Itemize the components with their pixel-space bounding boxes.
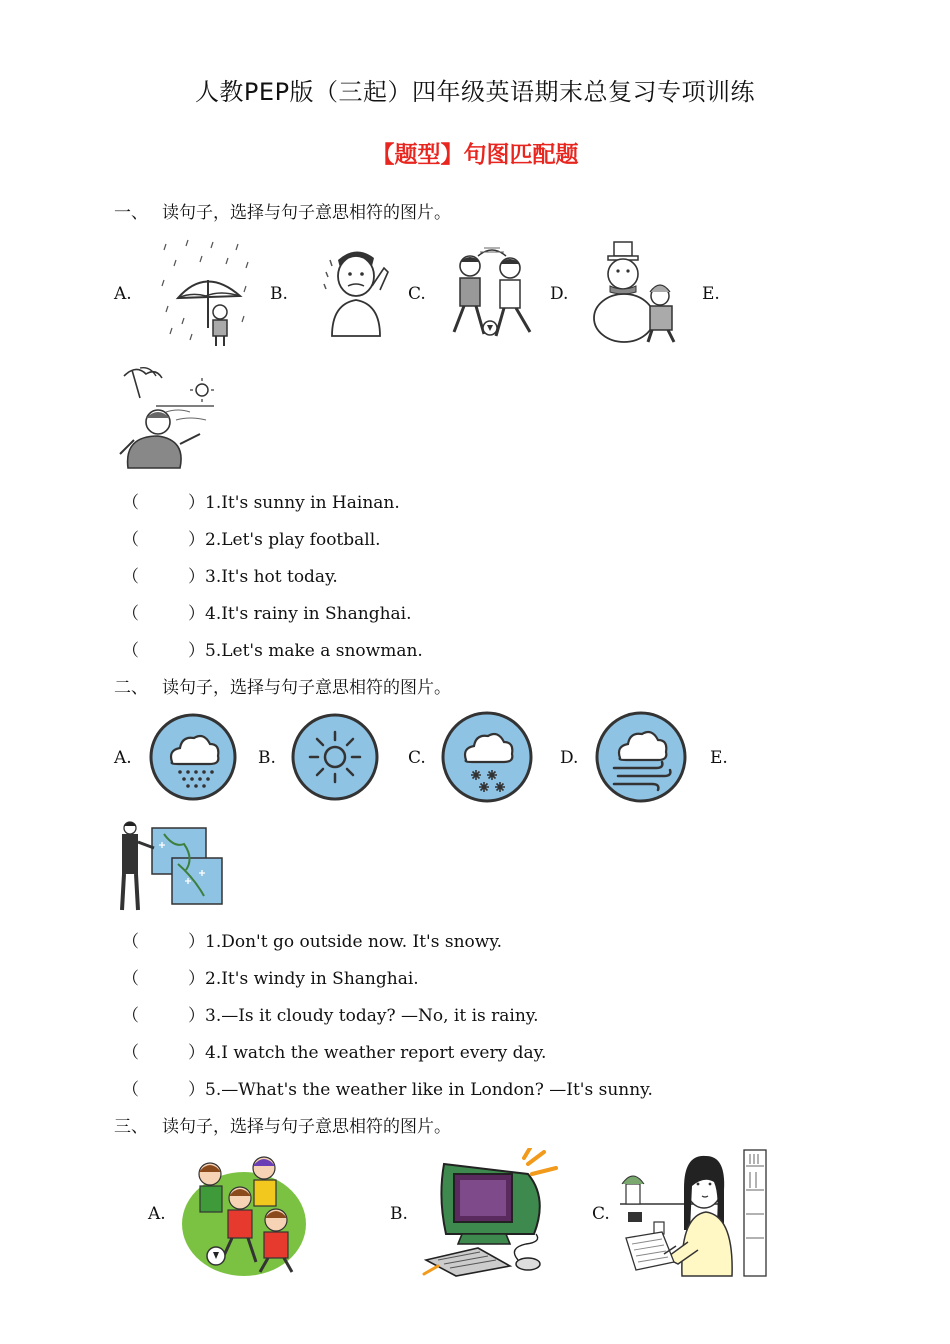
option-label: C.: [408, 748, 426, 768]
section-2-instruction: 二、 读句子，选择与句子意思相符的图片。: [114, 678, 451, 698]
option-label: D.: [560, 748, 579, 768]
kids-football-illustration: [180, 1152, 308, 1278]
option-label: B.: [270, 284, 288, 304]
option-label: B.: [390, 1204, 408, 1224]
answer-blank[interactable]: （: [122, 567, 139, 587]
windy-icon: [594, 710, 688, 804]
sunny-icon: [290, 712, 380, 802]
option-label: A.: [114, 748, 132, 768]
question-1-2: （ ）2.Let's play football.: [122, 525, 381, 550]
answer-blank[interactable]: （: [122, 641, 139, 661]
rainy-icon: [148, 712, 238, 802]
question-type-heading: 【题型】句图匹配题: [371, 142, 579, 168]
hot-boy-illustration: [318, 242, 392, 338]
option-label: D.: [550, 284, 569, 304]
option-label: C.: [408, 284, 426, 304]
answer-blank[interactable]: （: [122, 1043, 139, 1063]
answer-blank[interactable]: （: [122, 1006, 139, 1026]
section-1-instruction: 一、 读句子，选择与句子意思相符的图片。: [114, 203, 451, 223]
girl-studying-illustration: [618, 1146, 768, 1278]
option-label: B.: [258, 748, 276, 768]
option-label: A.: [148, 1204, 166, 1224]
answer-blank[interactable]: （: [122, 1080, 139, 1100]
question-2-4: （ ）4.I watch the weather report every day.: [122, 1038, 546, 1063]
snowman-illustration: [588, 238, 688, 344]
answer-blank[interactable]: （: [122, 969, 139, 989]
answer-blank[interactable]: （: [122, 604, 139, 624]
answer-blank[interactable]: （: [122, 932, 139, 952]
snowy-icon: [440, 710, 534, 804]
option-label: A.: [114, 284, 132, 304]
computer-illustration: [418, 1148, 564, 1278]
sunny-beach-illustration: [116, 364, 216, 470]
weather-report-illustration: [114, 818, 224, 914]
rainy-umbrella-illustration: [158, 236, 256, 348]
page-title: 人教PEP版（三起）四年级英语期末总复习专项训练: [194, 78, 756, 106]
question-1-4: （ ）4.It's rainy in Shanghai.: [122, 599, 412, 624]
question-2-2: （ ）2.It's windy in Shanghai.: [122, 964, 419, 989]
question-2-3: （ ）3.—Is it cloudy today? —No, it is rainy.: [122, 1001, 539, 1026]
question-2-5: （ ）5.—What's the weather like in London? —It's sunny.: [122, 1075, 653, 1100]
option-label: E.: [702, 284, 720, 304]
question-1-1: （ ）1.It's sunny in Hainan.: [122, 488, 400, 513]
answer-blank[interactable]: （: [122, 493, 139, 513]
answer-blank[interactable]: （: [122, 530, 139, 550]
option-label: C.: [592, 1204, 610, 1224]
option-label: E.: [710, 748, 728, 768]
question-2-1: （ ）1.Don't go outside now. It's snowy.: [122, 927, 502, 952]
question-1-3: （ ）3.It's hot today.: [122, 562, 338, 587]
section-3-instruction: 三、 读句子，选择与句子意思相符的图片。: [114, 1117, 451, 1137]
football-boys-illustration: [444, 244, 540, 344]
question-1-5: （ ）5.Let's make a snowman.: [122, 636, 423, 661]
